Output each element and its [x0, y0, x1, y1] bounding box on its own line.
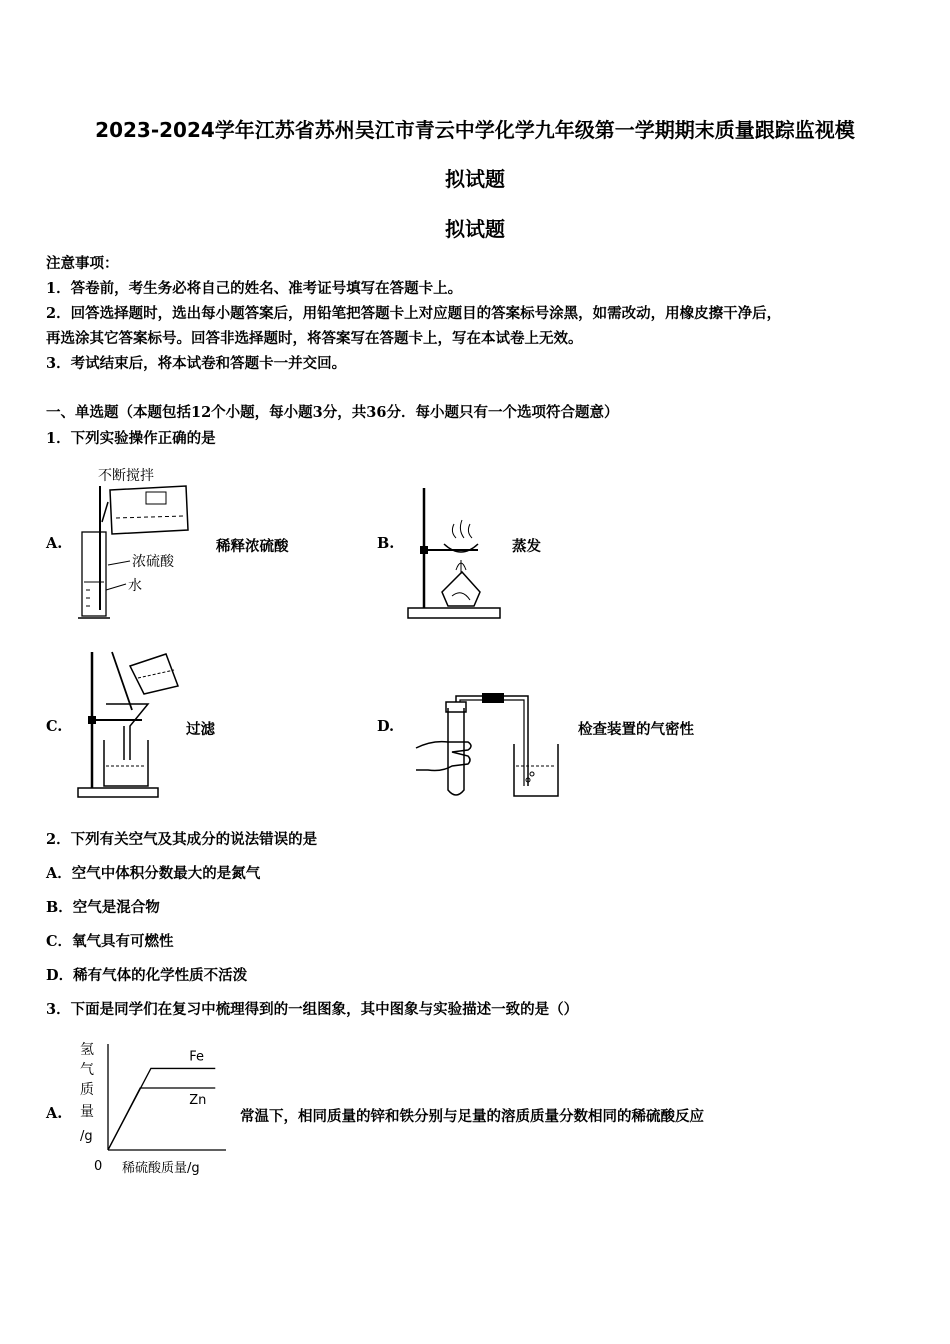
- notice-item-2: 2．回答选择题时，选出每小题答案后，用铅笔把答题卡上对应题目的答案标号涂黑，如需改动，用橡皮擦干净后，: [46, 305, 782, 322]
- q2-stem: 2．下列有关空气及其成分的说法错误的是: [46, 831, 318, 848]
- q2-option-c: C．氧气具有可燃性: [46, 933, 174, 950]
- y-label-char-1: 氢: [80, 1042, 94, 1058]
- page-title-line2: 拟试题: [445, 167, 505, 191]
- y-label-char-3: 质: [80, 1082, 94, 1098]
- label-stir: 不断搅拌: [98, 468, 154, 484]
- notice-heading: 注意事项：: [46, 255, 119, 272]
- figure-filtration: [76, 648, 186, 800]
- q1-option-d-letter: D.: [377, 718, 395, 735]
- figure-dilute-acid: [74, 462, 204, 624]
- section-heading: 一、单选题（本题包括12个小题，每小题3分，共36分．每小题只有一个选项符合题意）: [46, 404, 619, 421]
- q2-option-d: D．稀有气体的化学性质不活泼: [46, 967, 248, 984]
- y-label-char-2: 气: [80, 1062, 94, 1078]
- series-label-zn: Zn: [189, 1093, 207, 1109]
- q1-option-a-letter: A.: [46, 535, 63, 552]
- origin-label: 0: [94, 1159, 103, 1174]
- q3-stem: 3．下面是同学们在复习中梳理得到的一组图象，其中图象与实验描述一致的是（）: [46, 1001, 579, 1018]
- page-title: 2023-2024学年江苏省苏州吴江市青云中学化学九年级第一学期期末质量跟踪监视模: [95, 118, 855, 142]
- notice-item-3: 3．考试结束后，将本试卷和答题卡一并交回。: [46, 355, 347, 372]
- q1-option-a-caption: 稀释浓硫酸: [216, 538, 289, 555]
- y-label-char-5: /g: [80, 1129, 93, 1144]
- q3-option-a-letter: A.: [46, 1105, 63, 1122]
- page-subtitle: 拟试题: [445, 217, 505, 241]
- x-axis-label: 稀硫酸质量/g: [122, 1161, 200, 1176]
- label-acid: 浓硫酸: [132, 554, 174, 570]
- q1-option-c-caption: 过滤: [186, 721, 215, 738]
- y-label-char-4: 量: [80, 1104, 94, 1120]
- figure-airtightness: [412, 686, 562, 802]
- q1-option-c-letter: C.: [46, 718, 63, 735]
- figure-evaporation: [406, 484, 506, 624]
- q3-option-a-caption: 常温下，相同质量的锌和铁分别与足量的溶质质量分数相同的稀硫酸反应: [240, 1108, 704, 1125]
- q1-option-b-caption: 蒸发: [512, 538, 541, 555]
- series-label-fe: Fe: [189, 1049, 205, 1065]
- q1-option-b-letter: B.: [377, 535, 395, 552]
- q2-option-b: B．空气是混合物: [46, 899, 160, 916]
- notice-item-1: 1．答卷前，考生务必将自己的姓名、准考证号填写在答题卡上。: [46, 280, 463, 297]
- q1-stem: 1．下列实验操作正确的是: [46, 430, 216, 447]
- q1-option-d-caption: 检查装置的气密性: [578, 721, 694, 738]
- label-water: 水: [128, 578, 142, 594]
- chart-hydrogen-mass: [74, 1036, 234, 1180]
- notice-item-2-cont: 再选涂其它答案标号。回答非选择题时，将答案写在答题卡上，写在本试卷上无效。: [46, 330, 583, 347]
- series-line-fe: [108, 1068, 215, 1150]
- q2-option-a: A．空气中体积分数最大的是氮气: [46, 865, 261, 882]
